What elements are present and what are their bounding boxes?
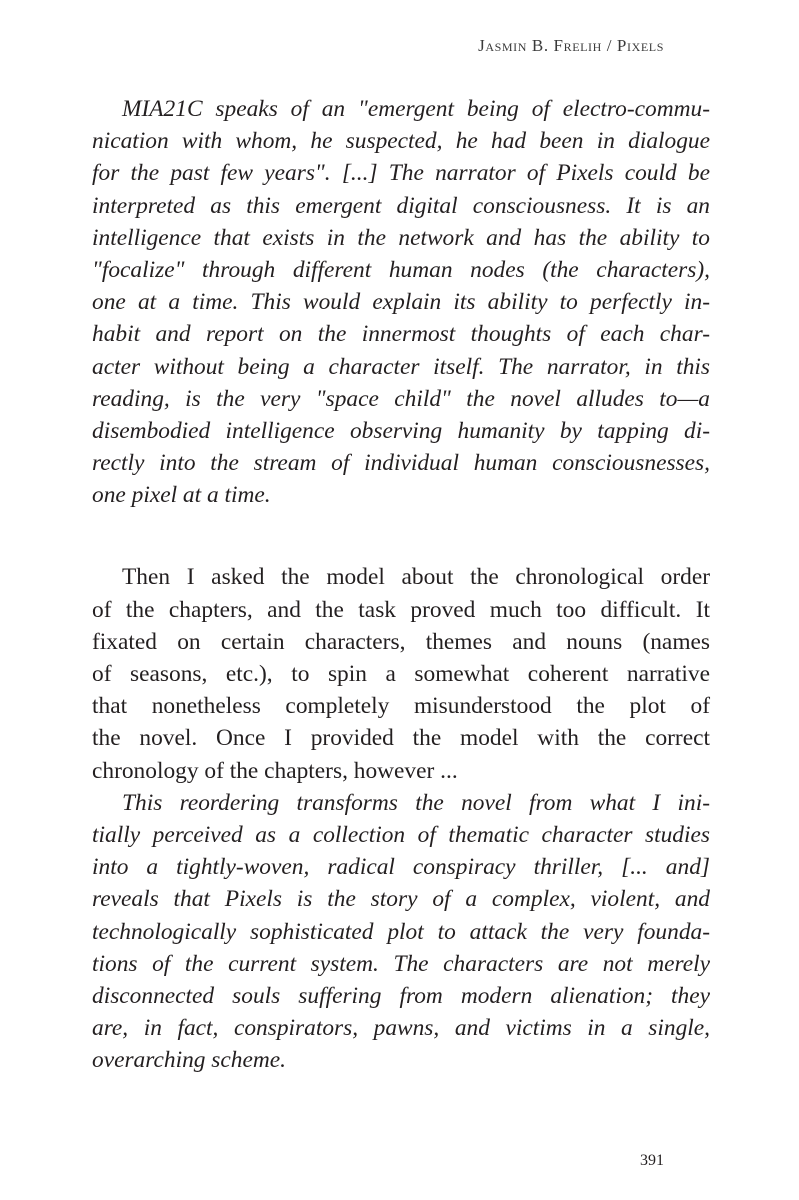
- text-line: one at a time. This would explain its ability to perfectly in-: [92, 289, 710, 316]
- block-quote-2: [92, 787, 710, 1077]
- text-line: reading, is the very "space child" the novel alludes to—a: [92, 385, 710, 412]
- text-line: of the chapters, and the task proved much too difficult. It: [92, 596, 710, 623]
- text-line: chronology of the chapters, however ...: [92, 757, 458, 784]
- text-line: habit and report on the innermost thoughts of each char-: [92, 321, 710, 348]
- text-line: are, in fact, conspirators, pawns, and victims in a single,: [92, 1015, 710, 1042]
- page-body: [92, 93, 710, 1076]
- text-line: intelligence that exists in the network and has the ability to: [92, 224, 710, 251]
- text-line: technologically sophisticated plot to attack the very founda-: [92, 918, 710, 945]
- text-line: the novel. Once I provided the model with the correct: [92, 725, 710, 752]
- text-line: fixated on certain characters, themes and nouns (names: [92, 628, 710, 655]
- text-line: overarching scheme.: [92, 1047, 286, 1074]
- text-line: one pixel at a time.: [92, 482, 271, 509]
- text-line: rectly into the stream of individual human consciousnesses,: [92, 450, 710, 477]
- text-line: of seasons, etc.), to spin a somewhat coherent narrative: [92, 661, 710, 687]
- text-line: disconnected souls suffering from modern alienation; they: [92, 982, 710, 1009]
- text-line: into a tightly-woven, radical conspiracy thriller, [... and]: [92, 854, 710, 881]
- text-line: MIA21C speaks of an "emergent being of electro-commu-: [122, 96, 710, 122]
- text-line: tially perceived as a collection of thematic character studies: [92, 821, 710, 848]
- body-paragraph: [92, 561, 710, 786]
- page-number: 391: [640, 1152, 664, 1169]
- block-quote-1: [92, 93, 710, 511]
- text-line: "focalize" through different human nodes (the characters),: [92, 256, 710, 283]
- text-line: tions of the current system. The characters are not merely: [92, 950, 710, 977]
- paragraph-gap: [92, 511, 710, 561]
- running-head: Jasmin B. Frelih / Pixels: [478, 36, 664, 55]
- text-line: acter without being a character itself. The narrator, in this: [92, 353, 710, 380]
- text-line: for the past few years". [...] The narrator of Pixels could be: [92, 160, 710, 187]
- text-line: reveals that Pixels is the story of a complex, violent, and: [92, 886, 710, 913]
- text-line: interpreted as this emergent digital consciousness. It is an: [92, 192, 710, 219]
- text-line: disembodied intelligence observing humanity by tapping di-: [92, 417, 710, 444]
- text-line: Then I asked the model about the chronological order: [122, 564, 710, 591]
- text-line: nication with whom, he suspected, he had been in dialogue: [92, 128, 710, 155]
- text-line: that nonetheless completely misunderstood the plot of: [92, 693, 710, 720]
- text-line: This reordering transforms the novel from what I ini-: [122, 789, 710, 816]
